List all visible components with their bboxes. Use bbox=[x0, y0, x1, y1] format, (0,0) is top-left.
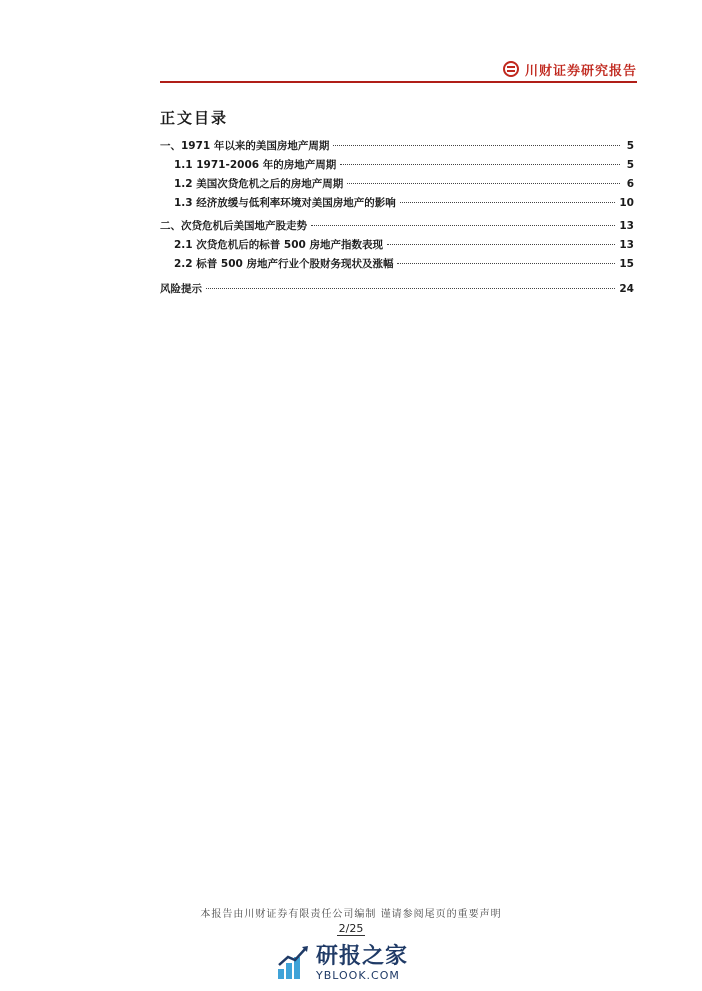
toc-leader-dots bbox=[347, 183, 620, 184]
toc-leader-dots bbox=[333, 145, 620, 146]
toc-entry[interactable] bbox=[160, 237, 634, 255]
toc-entry-page: 24 bbox=[619, 283, 634, 295]
watermark-sub: YBLOOK.COM bbox=[316, 968, 400, 982]
toc-entry-page: 13 bbox=[619, 239, 634, 251]
toc-leader-dots bbox=[397, 263, 615, 264]
brand-logo-icon bbox=[503, 61, 519, 77]
toc-entry-page: 5 bbox=[626, 159, 634, 171]
toc-entry-label: 二、次贷危机后美国地产股走势 bbox=[160, 220, 307, 232]
toc-entry[interactable] bbox=[160, 256, 634, 274]
brand-name: 川财证券研究报告 bbox=[524, 63, 637, 79]
toc-entry-label: 1.2 美国次贷危机之后的房地产周期 bbox=[174, 178, 344, 190]
toc-entry-label: 风险提示 bbox=[160, 283, 202, 295]
toc-entry[interactable] bbox=[160, 176, 634, 194]
toc-leader-dots bbox=[387, 244, 615, 245]
toc-entry[interactable] bbox=[160, 281, 634, 299]
watermark bbox=[276, 940, 436, 986]
toc-leader-dots bbox=[311, 225, 615, 226]
toc-entry[interactable] bbox=[160, 218, 634, 236]
toc-entry[interactable] bbox=[160, 138, 634, 156]
toc-entry-label: 2.2 标普 500 房地产行业个股财务现状及涨幅 bbox=[174, 258, 394, 270]
toc-entry[interactable] bbox=[160, 157, 634, 175]
toc-leader-dots bbox=[206, 288, 615, 289]
toc-entry-label: 1.3 经济放缓与低利率环境对美国房地产的影响 bbox=[174, 197, 396, 209]
toc-entry-label: 1.1 1971-2006 年的房地产周期 bbox=[174, 159, 337, 171]
toc-leader-dots bbox=[400, 202, 616, 203]
toc-title: 正文目录 bbox=[160, 109, 229, 127]
toc-entry-page: 13 bbox=[619, 220, 634, 232]
bar-chart-logo-icon bbox=[276, 945, 310, 981]
toc-entry-label: 2.1 次贷危机后的标普 500 房地产指数表现 bbox=[174, 239, 383, 251]
toc-entry-label: 一、1971 年以来的美国房地产周期 bbox=[160, 140, 330, 152]
toc-leader-dots bbox=[340, 164, 620, 165]
page-number-text: 2/25 bbox=[338, 922, 364, 935]
header-rule bbox=[160, 81, 637, 83]
toc-entry-page: 6 bbox=[626, 178, 634, 190]
toc-entry[interactable] bbox=[160, 195, 634, 213]
toc-entry-page: 10 bbox=[619, 197, 634, 209]
toc-entry-page: 15 bbox=[619, 258, 634, 270]
footer-disclaimer: 本报告由川财证券有限责任公司编制 谨请参阅尾页的重要声明 bbox=[200, 909, 502, 920]
toc-entry-page: 5 bbox=[626, 140, 634, 152]
brand bbox=[503, 58, 637, 80]
watermark-main: 研报之家 bbox=[316, 943, 409, 969]
page-header bbox=[160, 58, 637, 82]
page-number bbox=[0, 922, 702, 935]
